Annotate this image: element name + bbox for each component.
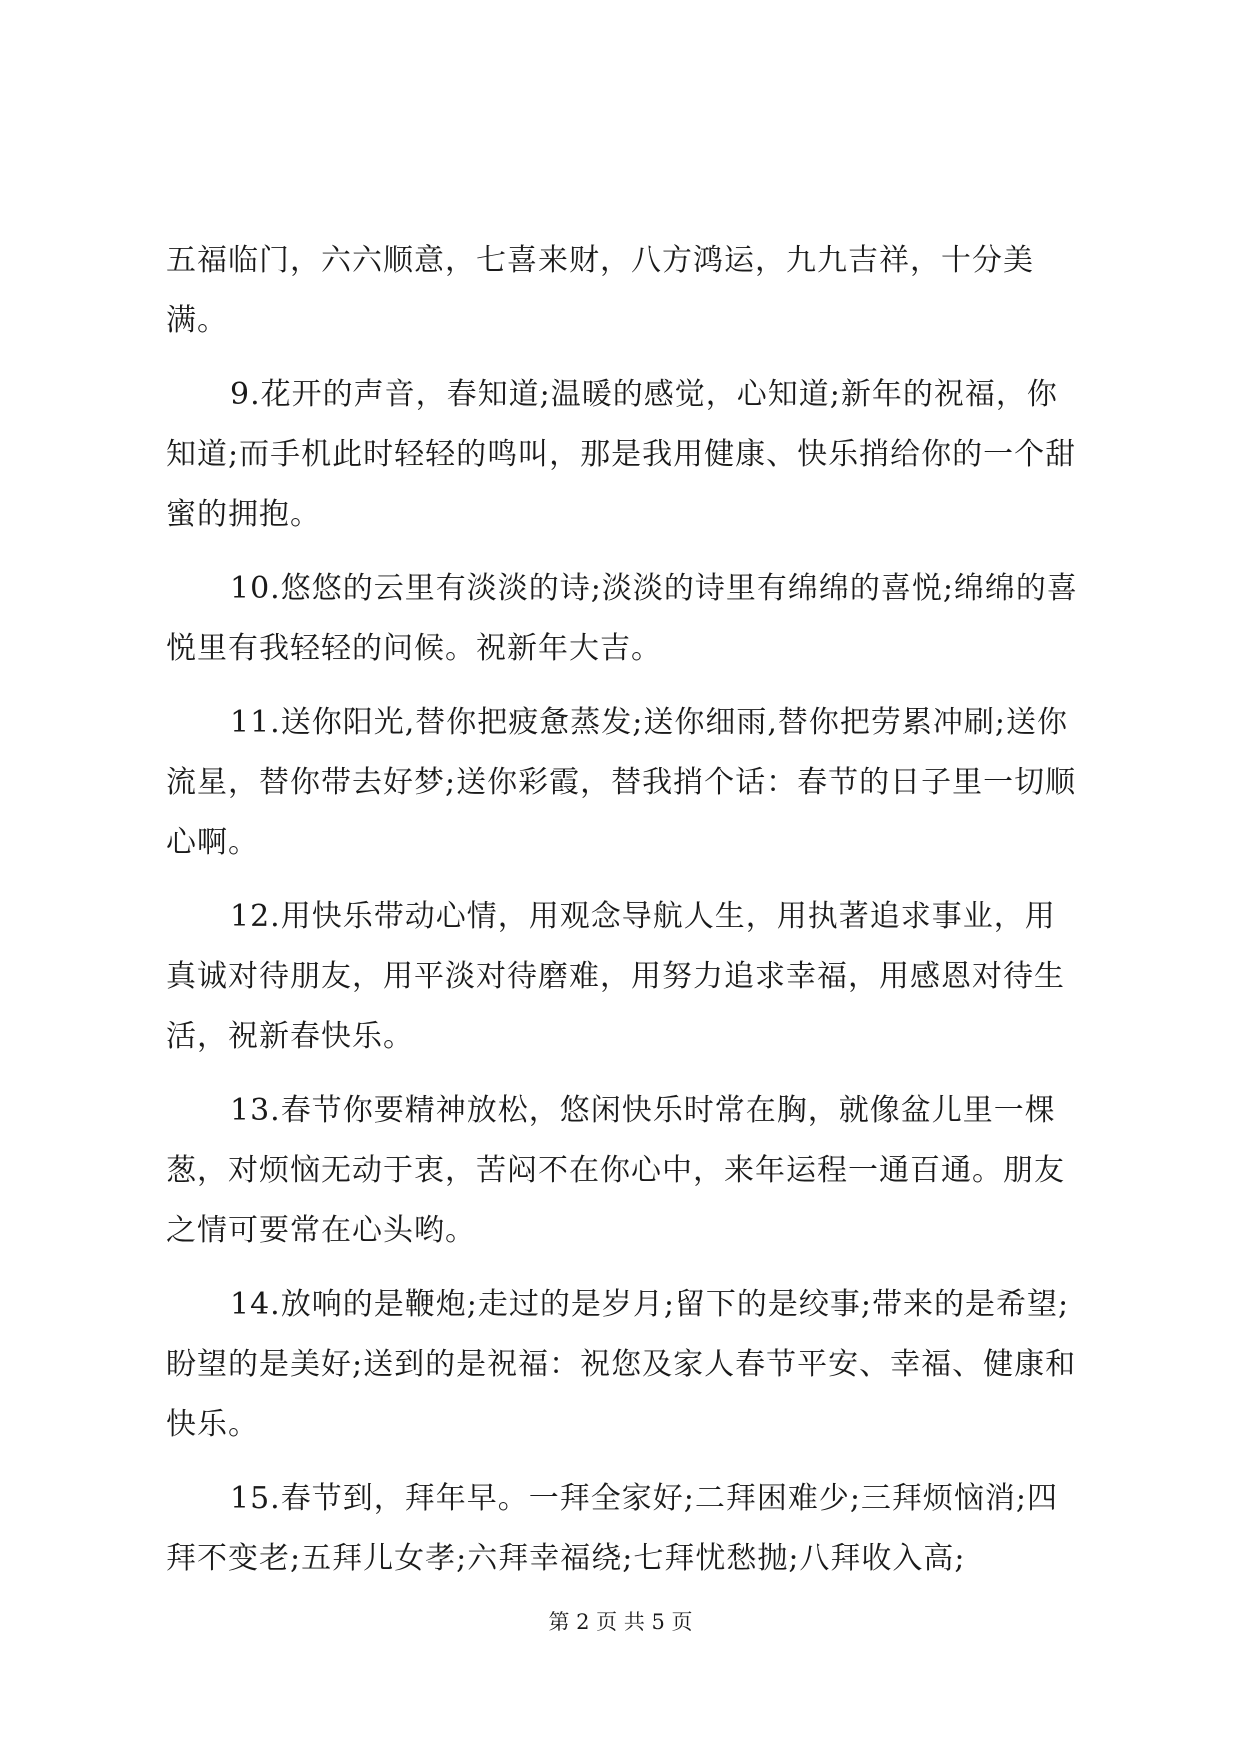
paragraph-item-15: 15.春节到，拜年早。一拜全家好;二拜困难少;三拜烦恼消;四拜不变老;五拜儿女孝;六拜幸福绕;七拜忧愁抛;八拜收入高; — [166, 1481, 1059, 1576]
paragraph-item-13: 13.春节你要精神放松，悠闲快乐时常在胸，就像盆儿里一棵葱，对烦恼无动于衷，苦闷不在你心中，来年运程一通百通。朋友之情可要常在心头哟。 — [166, 1093, 1065, 1248]
paragraph-item-9: 9.花开的声音，春知道;温暖的感觉，心知道;新年的祝福，你知道;而手机此时轻轻的鸣叫，那是我用健康、快乐捎给你的一个甜蜜的拥抱。 — [166, 377, 1077, 532]
paragraph-item-12: 12.用快乐带动心情，用观念导航人生，用执著追求事业，用真诚对待朋友，用平淡对待磨难，用努力追求幸福，用感恩对待生活，祝新春快乐。 — [166, 899, 1065, 1054]
paragraph-continuation: 五福临门，六六顺意，七喜来财，八方鸿运，九九吉祥，十分美满。 — [166, 243, 1034, 338]
paragraph-item-14: 14.放响的是鞭炮;走过的是岁月;留下的是绞事;带来的是希望;盼望的是美好;送到的是祝福：祝您及家人春节平安、幸福、健康和快乐。 — [166, 1287, 1077, 1442]
document-body — [166, 231, 1078, 1603]
page-number-footer: 第 2 页 共 5 页 — [548, 1610, 693, 1634]
paragraph-item-11: 11.送你阳光,替你把疲惫蒸发;送你细雨,替你把劳累冲刷;送你流星，替你带去好梦;送你彩霞，替我捎个话：春节的日子里一切顺心啊。 — [166, 705, 1077, 860]
paragraph-item-10: 10.悠悠的云里有淡淡的诗;淡淡的诗里有绵绵的喜悦;绵绵的喜悦里有我轻轻的问候。祝新年大吉。 — [166, 571, 1078, 666]
